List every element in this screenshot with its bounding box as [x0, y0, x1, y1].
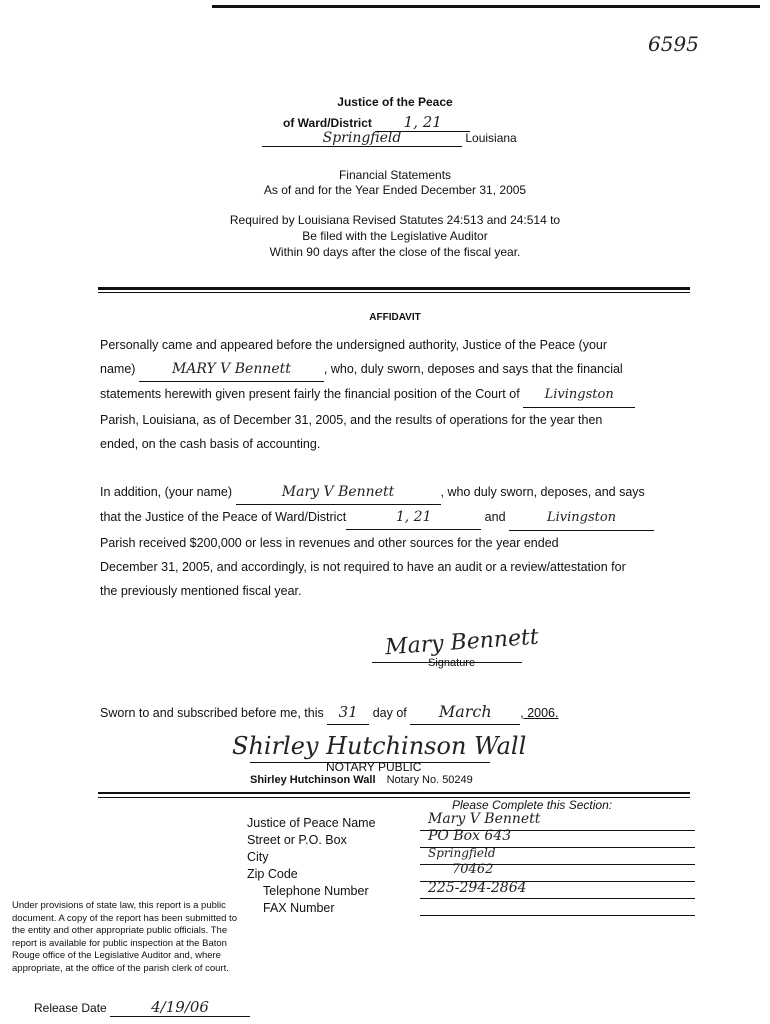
- p2-ward-value: 1, 21: [346, 505, 481, 530]
- disclaimer-text: [12, 900, 312, 975]
- p2-line-d: December 31, 2005, and accordingly, is not required to have an audit or a review/attestation for: [100, 560, 626, 574]
- p2-line-b: [100, 505, 690, 531]
- p1-line-b: [100, 357, 690, 382]
- contact-divider-thick: [98, 792, 690, 794]
- ward-label: of Ward/District: [283, 116, 372, 130]
- ward-value: 1, 21: [375, 113, 470, 132]
- contact-instruction: Please Complete this Section:: [452, 798, 613, 812]
- notary-printed-name: Shirley Hutchinson Wall: [250, 774, 376, 786]
- top-rule: [212, 5, 760, 8]
- release-date-label: Release Date: [34, 1001, 107, 1015]
- p1-name-value: MARY V Bennett: [139, 357, 324, 382]
- divider-rule-thick: [98, 287, 690, 290]
- contact-label-name: Justice of Peace Name: [247, 816, 376, 830]
- p2-line-a-text: In addition, (your name): [100, 485, 233, 499]
- state-label: Louisiana: [465, 131, 517, 145]
- disclaimer-line-5: Rouge office of the Legislative Auditor and, where: [12, 950, 221, 961]
- p2-line-b-text: that the Justice of the Peace of Ward/District: [100, 510, 347, 524]
- contact-label-city: City: [247, 850, 269, 864]
- p1-line-a: Personally came and appeared before the undersigned authority, Justice of the Peace (your: [100, 338, 608, 352]
- contact-line-fax: [420, 915, 695, 916]
- city-value: Springfield: [262, 130, 462, 147]
- header-title: Justice of the Peace: [337, 95, 453, 109]
- p1-line-c-text: statements herewith given present fairly the financial position of the Court of: [100, 387, 520, 401]
- p2-line-a-rest: , who duly sworn, deposes, and says: [440, 485, 645, 499]
- sworn-year: , 2006.: [520, 706, 559, 720]
- release-date-row: [34, 998, 250, 1017]
- notary-signature: Shirley Hutchinson Wall: [232, 732, 527, 760]
- fs-line2: As of and for the Year Ended December 31, 2005: [263, 183, 527, 197]
- p2-name-value: Mary V Bennett: [236, 480, 441, 505]
- contact-label-fax: FAX Number: [263, 901, 335, 915]
- p2-line-c: Parish received $200,000 or less in revenues and other sources for the year ended: [100, 536, 559, 550]
- sworn-prefix: Sworn to and subscribed before me, this: [100, 706, 324, 720]
- p1-line-c: [100, 382, 690, 408]
- p1-name-label: name): [100, 362, 136, 376]
- p1-parish-value: Livingston: [523, 383, 635, 408]
- p1-line-b-rest: , who, duly sworn, deposes and says that the financial: [323, 362, 623, 376]
- p2-and: and: [484, 510, 506, 524]
- disclaimer-line-6: appropriate, at the office of the parish clerk of court.: [12, 962, 229, 974]
- affidavit-heading: AFFIDAVIT: [369, 312, 421, 323]
- signature-label: Signature: [428, 657, 476, 669]
- disclaimer-line-1: Under provisions of state law, this report is a public: [12, 900, 226, 911]
- p2-parish-value: Livingston: [509, 506, 654, 531]
- p2-line-e: the previously mentioned fiscal year.: [100, 584, 302, 598]
- affidavit-paragraph-2: [100, 480, 690, 603]
- p1-line-d: Parish, Louisiana, as of December 31, 2005, and the results of operations for the year then: [100, 413, 603, 427]
- affidavit-paragraph-1: [100, 333, 690, 456]
- sworn-month: March: [410, 700, 520, 725]
- document-number: 6595: [648, 32, 699, 56]
- divider-rule-thin: [98, 292, 690, 293]
- sworn-day: 31: [327, 700, 369, 725]
- disclaimer-line-2: document. A copy of the report has been submitted to: [12, 912, 237, 924]
- disclaimer-line-3: the entity and other appropriate public officials. The: [12, 925, 228, 936]
- req-line1: Required by Louisiana Revised Statutes 24:513 and 24:514 to: [229, 213, 561, 227]
- notary-print-name: [250, 774, 473, 786]
- release-date-value: 4/19/06: [110, 998, 250, 1017]
- notary-number: Notary No. 50249: [386, 774, 473, 786]
- contact-value-name: Mary V Bennett: [428, 811, 541, 827]
- contact-value-city: Springfield: [428, 846, 496, 860]
- contact-value-street: PO Box 643: [428, 828, 512, 844]
- p1-line-e: ended, on the cash basis of accounting.: [100, 437, 321, 451]
- p2-line-a: [100, 480, 690, 505]
- req-line2: Be filed with the Legislative Auditor: [302, 229, 488, 243]
- sworn-line: [100, 700, 690, 725]
- req-line3: Within 90 days after the close of the fiscal year.: [269, 245, 521, 259]
- city-line: [262, 130, 517, 147]
- contact-value-telephone: 225-294-2864: [428, 880, 527, 896]
- contact-label-zip: Zip Code: [247, 867, 298, 881]
- disclaimer-line-4: report is available for public inspection at the Baton: [12, 937, 227, 949]
- contact-label-street: Street or P.O. Box: [247, 833, 347, 847]
- contact-line-telephone: [420, 898, 695, 899]
- contact-label-telephone: Telephone Number: [263, 884, 369, 898]
- notary-label: NOTARY PUBLIC: [326, 760, 422, 774]
- sworn-day-of: day of: [372, 706, 407, 720]
- contact-value-zip: 70462: [452, 862, 494, 877]
- fs-line1: Financial Statements: [338, 168, 452, 182]
- affiant-signature: Mary Bennett: [384, 624, 540, 661]
